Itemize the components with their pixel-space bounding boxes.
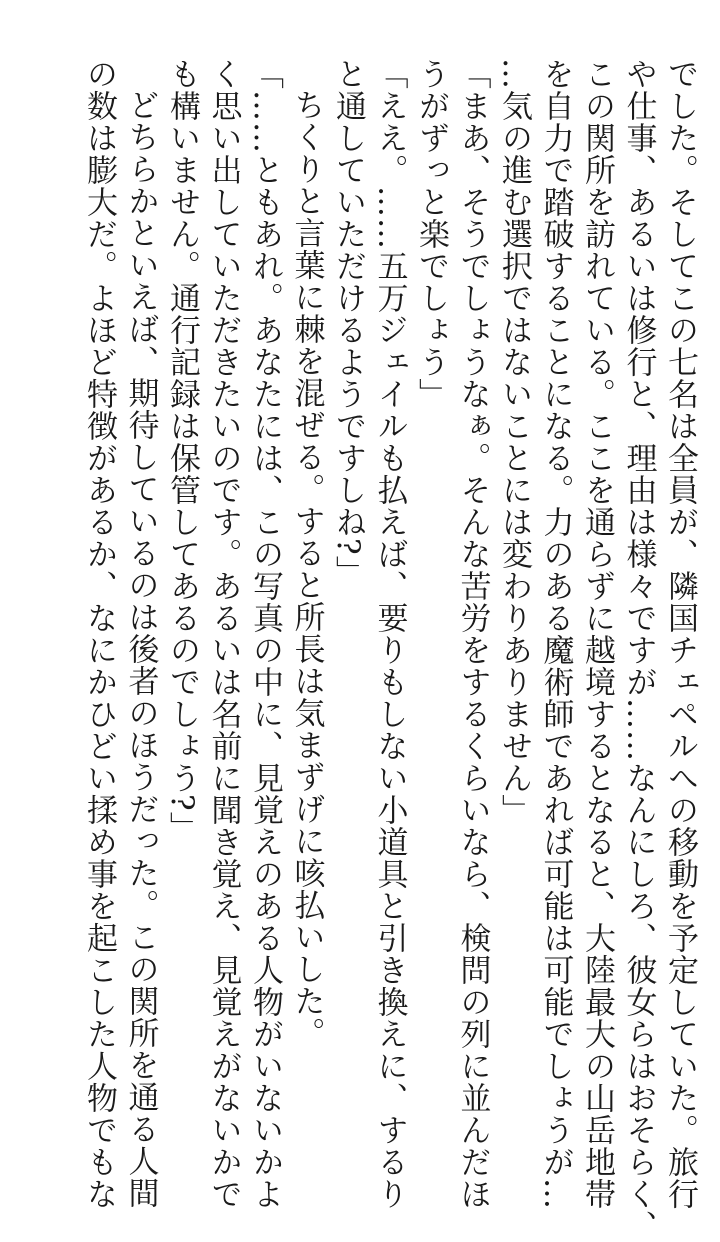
text-line: と通していただけるようですしね?」 [330, 58, 366, 588]
text-line: …気の進む選択ではないことには変わりありません」 [496, 58, 532, 826]
text-line: を自力で踏破することになる。力のある魔術師であれば可能は可能でしょうが… [537, 58, 574, 1210]
text-line: うがずっと楽でしょう」 [413, 58, 449, 410]
text-line: 「ええ。……五万ジェイルも払えば、要りもしない小道具と引き換えに、するり [371, 58, 408, 1210]
text-line: も構いません。通行記録は保管してあるのでしょう?」 [164, 58, 200, 844]
vertical-text-body [78, 58, 701, 1242]
text-line: この関所を訪れている。ここを通らずに越境するとなると、大陸最大の山岳地帯 [579, 58, 615, 1210]
text-line: ちくりと言葉に棘を混ぜる。すると所長は気まずげに咳払いした。 [288, 89, 325, 1049]
text-line: 「……ともあれ。あなたには、この写真の中に、見覚えのある人物がいないかよ [247, 58, 283, 1210]
text-line: の数は膨大だ。よほど特徴があるか、なにかひどい揉め事を起こした人物でもな [81, 58, 117, 1210]
text-line: や仕事、あるいは修行と、理由は様々ですが……なんにしろ、彼女らはおそらく、 [620, 58, 657, 1242]
text-line: どちらかといえば、期待しているのは後者のほうだった。この関所を通る人間 [122, 89, 159, 1209]
text-line: く思い出していただきたいのです。あるいは名前に聞き覚え、見覚えがないかで [205, 58, 242, 1210]
text-line: 「まあ、そうでしょうなぁ。そんな苦労をするくらいなら、検問の列に並んだほ [454, 58, 491, 1210]
text-line: でした。そしてこの七名は全員が、隣国チェペルへの移動を予定していた。旅行 [662, 58, 698, 1210]
